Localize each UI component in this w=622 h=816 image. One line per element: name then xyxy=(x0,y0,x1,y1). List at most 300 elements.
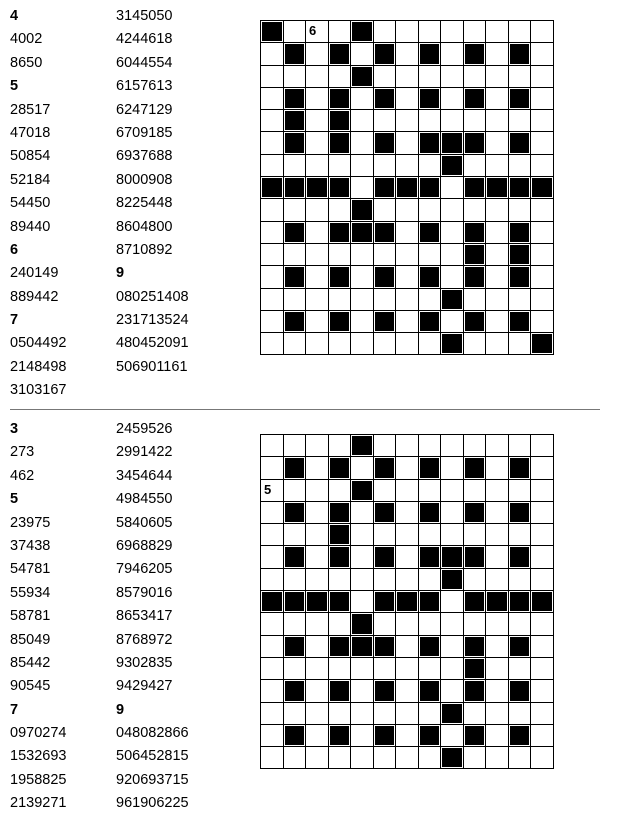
grid-row xyxy=(261,65,554,87)
grid-cell[interactable] xyxy=(441,591,464,613)
grid-cell[interactable] xyxy=(396,457,419,479)
grid-cell[interactable] xyxy=(261,132,284,154)
grid-cell[interactable] xyxy=(396,501,419,523)
grid-cell[interactable] xyxy=(486,657,509,679)
grid-cell[interactable] xyxy=(373,65,396,87)
grid-cell[interactable] xyxy=(508,199,531,221)
grid-cell[interactable] xyxy=(306,680,329,702)
number-entry: 58781 xyxy=(10,608,51,625)
grid-cell[interactable] xyxy=(373,288,396,310)
number-entry: 1532693 xyxy=(10,748,67,765)
black-cell xyxy=(418,724,441,746)
black-cell xyxy=(373,177,396,199)
grid-cell[interactable] xyxy=(306,43,329,65)
grid-cell[interactable] xyxy=(508,747,531,769)
grid-cell[interactable] xyxy=(441,501,464,523)
grid-cell[interactable] xyxy=(306,110,329,132)
grid-cell[interactable] xyxy=(373,702,396,724)
grid-cell[interactable] xyxy=(283,333,306,355)
grid-cell[interactable] xyxy=(261,266,284,288)
grid-cell[interactable] xyxy=(463,21,486,43)
grid-cell[interactable] xyxy=(531,43,554,65)
black-cell xyxy=(463,657,486,679)
grid-cell[interactable] xyxy=(531,635,554,657)
grid-cell[interactable] xyxy=(508,524,531,546)
grid-cell[interactable] xyxy=(396,702,419,724)
grid-cell[interactable] xyxy=(306,635,329,657)
grid-cell[interactable] xyxy=(351,591,374,613)
grid-cell[interactable] xyxy=(306,457,329,479)
grid-cell[interactable] xyxy=(351,702,374,724)
grid-cell[interactable] xyxy=(396,43,419,65)
grid-cell[interactable] xyxy=(373,747,396,769)
grid-cell[interactable] xyxy=(373,479,396,501)
grid-cell[interactable] xyxy=(441,310,464,332)
grid-cell[interactable] xyxy=(396,524,419,546)
grid-cell[interactable] xyxy=(351,110,374,132)
grid-cell[interactable] xyxy=(328,154,351,176)
grid-cell[interactable] xyxy=(396,546,419,568)
grid-cell[interactable] xyxy=(283,243,306,265)
grid-cell[interactable] xyxy=(351,724,374,746)
grid-cell[interactable] xyxy=(463,479,486,501)
grid-cell[interactable] xyxy=(328,288,351,310)
grid-cell[interactable] xyxy=(531,154,554,176)
grid-cell[interactable] xyxy=(531,724,554,746)
grid-cell[interactable] xyxy=(261,221,284,243)
grid-cell[interactable] xyxy=(486,65,509,87)
grid-cell[interactable] xyxy=(306,546,329,568)
grid-cell[interactable] xyxy=(418,288,441,310)
grid-cell[interactable] xyxy=(463,702,486,724)
grid-cell[interactable] xyxy=(351,288,374,310)
grid-cell[interactable] xyxy=(306,132,329,154)
grid-cell[interactable] xyxy=(418,243,441,265)
grid-cell[interactable] xyxy=(396,110,419,132)
grid-cell[interactable] xyxy=(306,154,329,176)
number-entry: 2459526 xyxy=(116,421,173,437)
grid-cell[interactable] xyxy=(418,435,441,457)
grid-cell[interactable] xyxy=(463,110,486,132)
grid-cell[interactable] xyxy=(351,154,374,176)
grid-cell[interactable] xyxy=(396,65,419,87)
grid-cell[interactable] xyxy=(486,747,509,769)
grid-cell[interactable] xyxy=(441,221,464,243)
grid-cell[interactable] xyxy=(531,501,554,523)
grid-cell[interactable] xyxy=(351,747,374,769)
black-cell xyxy=(463,43,486,65)
grid-cell[interactable] xyxy=(261,199,284,221)
black-cell xyxy=(531,177,554,199)
grid-cell[interactable] xyxy=(463,154,486,176)
grid-cell[interactable] xyxy=(486,568,509,590)
grid-cell[interactable] xyxy=(441,21,464,43)
grid-cell[interactable] xyxy=(283,65,306,87)
grid-cell[interactable] xyxy=(328,657,351,679)
grid-cell[interactable] xyxy=(396,479,419,501)
grid-cell[interactable] xyxy=(441,680,464,702)
number-entry: 048082866 xyxy=(116,725,189,742)
grid-cell[interactable] xyxy=(531,243,554,265)
grid-cell[interactable] xyxy=(463,199,486,221)
grid-cell[interactable] xyxy=(261,288,284,310)
grid-cell[interactable] xyxy=(418,747,441,769)
grid-cell[interactable] xyxy=(441,110,464,132)
grid-cell[interactable] xyxy=(351,333,374,355)
grid-cell[interactable] xyxy=(441,657,464,679)
grid-cell[interactable] xyxy=(441,457,464,479)
black-cell xyxy=(283,177,306,199)
grid-cell[interactable] xyxy=(306,724,329,746)
grid-cell[interactable] xyxy=(486,21,509,43)
grid-cell[interactable] xyxy=(328,199,351,221)
grid-cell[interactable] xyxy=(486,266,509,288)
grid-cell[interactable] xyxy=(441,266,464,288)
grid-cell[interactable] xyxy=(418,21,441,43)
grid-cell[interactable] xyxy=(373,333,396,355)
grid-cell[interactable] xyxy=(261,110,284,132)
grid-cell[interactable] xyxy=(306,333,329,355)
grid-cell[interactable] xyxy=(396,21,419,43)
grid-cell[interactable] xyxy=(418,613,441,635)
grid-cell[interactable] xyxy=(486,243,509,265)
grid-cell[interactable] xyxy=(486,546,509,568)
grid-cell[interactable] xyxy=(306,747,329,769)
grid-cell[interactable] xyxy=(351,310,374,332)
grid-row xyxy=(261,266,554,288)
grid-cell[interactable] xyxy=(486,635,509,657)
grid-cell[interactable] xyxy=(283,702,306,724)
grid-cell[interactable] xyxy=(441,613,464,635)
grid-cell[interactable] xyxy=(396,221,419,243)
grid-cell[interactable] xyxy=(261,546,284,568)
grid-cell[interactable] xyxy=(486,524,509,546)
grid-cell[interactable] xyxy=(261,724,284,746)
grid-cell[interactable] xyxy=(486,221,509,243)
grid-cell[interactable] xyxy=(328,568,351,590)
grid-cell[interactable] xyxy=(261,635,284,657)
grid-cell[interactable] xyxy=(418,657,441,679)
grid-cell[interactable] xyxy=(396,87,419,109)
grid-cell[interactable] xyxy=(418,65,441,87)
grid-cell[interactable] xyxy=(531,546,554,568)
grid-cell[interactable] xyxy=(306,568,329,590)
grid-cell[interactable] xyxy=(486,702,509,724)
grid-cell[interactable] xyxy=(306,266,329,288)
grid-cell[interactable] xyxy=(373,568,396,590)
grid-cell[interactable] xyxy=(486,333,509,355)
grid-cell[interactable] xyxy=(531,65,554,87)
grid-cell[interactable] xyxy=(283,568,306,590)
grid-cell[interactable] xyxy=(531,221,554,243)
grid-cell[interactable] xyxy=(531,132,554,154)
grid-cell[interactable] xyxy=(486,435,509,457)
grid-cell[interactable] xyxy=(283,747,306,769)
grid-cell[interactable] xyxy=(486,154,509,176)
black-cell xyxy=(441,288,464,310)
grid-cell[interactable] xyxy=(306,288,329,310)
grid-cell[interactable] xyxy=(351,524,374,546)
grid-cell[interactable] xyxy=(396,154,419,176)
grid-cell[interactable] xyxy=(261,501,284,523)
grid-cell[interactable] xyxy=(351,87,374,109)
grid-cell[interactable] xyxy=(508,110,531,132)
grid-cell[interactable] xyxy=(351,568,374,590)
given-digit: 6 xyxy=(309,23,317,38)
grid-cell[interactable] xyxy=(351,680,374,702)
grid-cell[interactable] xyxy=(373,110,396,132)
grid-cell[interactable] xyxy=(373,524,396,546)
grid-cell[interactable] xyxy=(441,177,464,199)
black-cell xyxy=(418,457,441,479)
grid-cell[interactable] xyxy=(508,65,531,87)
length-header: 3 xyxy=(10,421,19,437)
grid-cell[interactable] xyxy=(328,65,351,87)
grid-cell[interactable] xyxy=(531,747,554,769)
grid-cell[interactable] xyxy=(418,154,441,176)
grid-cell[interactable] xyxy=(531,568,554,590)
grid-cell[interactable] xyxy=(261,702,284,724)
grid-cell[interactable] xyxy=(486,501,509,523)
black-cell xyxy=(328,221,351,243)
grid-cell[interactable] xyxy=(531,21,554,43)
grid-cell[interactable] xyxy=(306,310,329,332)
black-cell xyxy=(283,591,306,613)
grid-cell[interactable] xyxy=(508,21,531,43)
grid-cell[interactable] xyxy=(486,724,509,746)
grid-cell[interactable] xyxy=(508,288,531,310)
grid-cell[interactable] xyxy=(351,243,374,265)
grid-cell[interactable] xyxy=(396,747,419,769)
grid-cell[interactable] xyxy=(261,43,284,65)
grid-cell[interactable] xyxy=(351,546,374,568)
grid-cell[interactable] xyxy=(441,43,464,65)
grid-cell[interactable] xyxy=(261,65,284,87)
grid-cell[interactable] xyxy=(531,680,554,702)
black-cell xyxy=(351,635,374,657)
grid-cell[interactable] xyxy=(418,568,441,590)
number-entry: 8768972 xyxy=(116,631,173,648)
grid-cell[interactable] xyxy=(373,613,396,635)
grid-cell[interactable] xyxy=(328,333,351,355)
grid-cell[interactable] xyxy=(261,154,284,176)
grid-cell[interactable] xyxy=(373,199,396,221)
grid-cell[interactable] xyxy=(396,568,419,590)
grid-cell[interactable] xyxy=(396,724,419,746)
grid-cell[interactable] xyxy=(441,635,464,657)
grid-cell[interactable] xyxy=(531,110,554,132)
grid-cell[interactable] xyxy=(531,457,554,479)
grid-cell[interactable] xyxy=(373,243,396,265)
grid-cell[interactable] xyxy=(306,479,329,501)
grid-cell[interactable] xyxy=(351,43,374,65)
grid-cell[interactable] xyxy=(441,479,464,501)
grid-cell[interactable] xyxy=(531,524,554,546)
grid-cell[interactable] xyxy=(306,221,329,243)
grid-cell[interactable] xyxy=(441,724,464,746)
grid-cell[interactable] xyxy=(306,65,329,87)
grid-cell[interactable] xyxy=(306,199,329,221)
grid-cell[interactable] xyxy=(261,747,284,769)
grid-cell[interactable] xyxy=(351,177,374,199)
grid-cell[interactable] xyxy=(306,243,329,265)
grid-cell[interactable] xyxy=(531,310,554,332)
grid-cell[interactable] xyxy=(418,702,441,724)
grid-cell[interactable] xyxy=(283,524,306,546)
grid-cell[interactable] xyxy=(531,87,554,109)
grid-cell[interactable] xyxy=(486,310,509,332)
grid-cell[interactable] xyxy=(463,613,486,635)
grid-cell[interactable] xyxy=(261,87,284,109)
number-entry: 506901161 xyxy=(116,358,188,375)
grid-cell[interactable] xyxy=(396,657,419,679)
grid-cell[interactable] xyxy=(486,479,509,501)
grid-cell[interactable] xyxy=(486,110,509,132)
grid-cell[interactable] xyxy=(396,635,419,657)
grid-cell[interactable] xyxy=(328,243,351,265)
grid-cell[interactable] xyxy=(328,479,351,501)
grid-cell[interactable] xyxy=(396,243,419,265)
grid-cell[interactable] xyxy=(531,657,554,679)
grid-cell[interactable] xyxy=(306,702,329,724)
black-cell xyxy=(328,635,351,657)
grid-cell[interactable] xyxy=(351,657,374,679)
number-entry: 6044554 xyxy=(116,54,173,71)
grid-cell[interactable] xyxy=(486,87,509,109)
grid-cell[interactable] xyxy=(531,435,554,457)
grid-cell[interactable] xyxy=(373,657,396,679)
grid-cell[interactable] xyxy=(283,154,306,176)
grid-cell[interactable] xyxy=(328,613,351,635)
grid-cell[interactable] xyxy=(306,524,329,546)
grid-cell[interactable] xyxy=(351,132,374,154)
grid-cell[interactable] xyxy=(463,333,486,355)
black-cell xyxy=(351,613,374,635)
grid-cell[interactable] xyxy=(261,333,284,355)
grid-cell[interactable] xyxy=(261,435,284,457)
grid-cell[interactable] xyxy=(261,613,284,635)
grid-cell[interactable] xyxy=(441,524,464,546)
grid-cell[interactable] xyxy=(463,435,486,457)
grid-cell[interactable] xyxy=(486,43,509,65)
grid-cell[interactable] xyxy=(418,479,441,501)
grid-cell[interactable] xyxy=(283,479,306,501)
grid-cell[interactable] xyxy=(328,21,351,43)
grid-cell[interactable] xyxy=(351,457,374,479)
grid-cell[interactable] xyxy=(418,199,441,221)
grid-cell[interactable] xyxy=(531,288,554,310)
grid-cell[interactable] xyxy=(261,680,284,702)
grid-cell[interactable] xyxy=(486,613,509,635)
grid-cell[interactable] xyxy=(328,747,351,769)
grid-cell[interactable] xyxy=(463,288,486,310)
grid-cell[interactable] xyxy=(508,333,531,355)
grid-cell[interactable] xyxy=(283,288,306,310)
grid-cell[interactable] xyxy=(463,568,486,590)
grid-cell[interactable] xyxy=(351,266,374,288)
grid-row xyxy=(261,87,554,109)
grid-cell[interactable] xyxy=(418,110,441,132)
grid-cell[interactable] xyxy=(306,501,329,523)
grid-cell[interactable] xyxy=(486,132,509,154)
grid-cell[interactable] xyxy=(396,310,419,332)
grid-cell[interactable] xyxy=(418,524,441,546)
grid-cell[interactable] xyxy=(396,435,419,457)
grid-cell[interactable] xyxy=(508,435,531,457)
grid-cell[interactable] xyxy=(283,613,306,635)
grid-cell[interactable] xyxy=(306,21,329,43)
grid-cell[interactable] xyxy=(508,657,531,679)
grid-cell[interactable] xyxy=(463,65,486,87)
grid-cell[interactable] xyxy=(396,288,419,310)
grid-cell[interactable] xyxy=(328,702,351,724)
grid-cell[interactable] xyxy=(441,65,464,87)
grid-cell[interactable] xyxy=(261,568,284,590)
grid-cell[interactable] xyxy=(396,266,419,288)
grid-cell[interactable] xyxy=(306,613,329,635)
grid-cell[interactable] xyxy=(283,657,306,679)
grid-cell[interactable] xyxy=(396,132,419,154)
black-cell xyxy=(463,243,486,265)
black-cell xyxy=(283,635,306,657)
grid-cell[interactable] xyxy=(283,21,306,43)
grid-cell[interactable] xyxy=(441,87,464,109)
grid-cell[interactable] xyxy=(283,435,306,457)
grid-cell[interactable] xyxy=(486,288,509,310)
grid-cell[interactable] xyxy=(306,657,329,679)
grid-cell[interactable] xyxy=(441,435,464,457)
grid-cell[interactable] xyxy=(508,479,531,501)
grid-cell[interactable] xyxy=(261,657,284,679)
grid-cell[interactable] xyxy=(418,333,441,355)
grid-cell[interactable] xyxy=(508,154,531,176)
number-entry: 6157613 xyxy=(116,78,173,95)
grid-cell[interactable] xyxy=(531,702,554,724)
grid-cell[interactable] xyxy=(508,613,531,635)
grid-cell[interactable] xyxy=(486,199,509,221)
grid-cell[interactable] xyxy=(441,243,464,265)
grid-cell[interactable] xyxy=(306,435,329,457)
grid-cell[interactable] xyxy=(396,333,419,355)
grid-cell[interactable] xyxy=(531,479,554,501)
grid-cell[interactable] xyxy=(328,435,351,457)
grid-cell[interactable] xyxy=(261,457,284,479)
grid-cell[interactable] xyxy=(373,21,396,43)
grid-cell[interactable] xyxy=(396,680,419,702)
grid-cell[interactable] xyxy=(531,266,554,288)
grid-cell[interactable] xyxy=(486,457,509,479)
grid-cell[interactable] xyxy=(373,154,396,176)
grid-cell[interactable] xyxy=(351,501,374,523)
grid-cell[interactable] xyxy=(261,524,284,546)
grid-cell[interactable] xyxy=(531,199,554,221)
grid-cell[interactable] xyxy=(508,702,531,724)
grid-cell[interactable] xyxy=(283,199,306,221)
grid-cell[interactable] xyxy=(396,199,419,221)
grid-cell[interactable] xyxy=(486,680,509,702)
grid-cell[interactable] xyxy=(261,479,284,501)
grid-cell[interactable] xyxy=(463,524,486,546)
grid-cell[interactable] xyxy=(261,243,284,265)
grid-cell[interactable] xyxy=(531,613,554,635)
grid-cell[interactable] xyxy=(373,435,396,457)
grid-cell[interactable] xyxy=(396,613,419,635)
grid-cell[interactable] xyxy=(463,747,486,769)
grid-cell[interactable] xyxy=(306,87,329,109)
grid-cell[interactable] xyxy=(441,199,464,221)
grid-cell[interactable] xyxy=(261,310,284,332)
grid-cell[interactable] xyxy=(508,568,531,590)
